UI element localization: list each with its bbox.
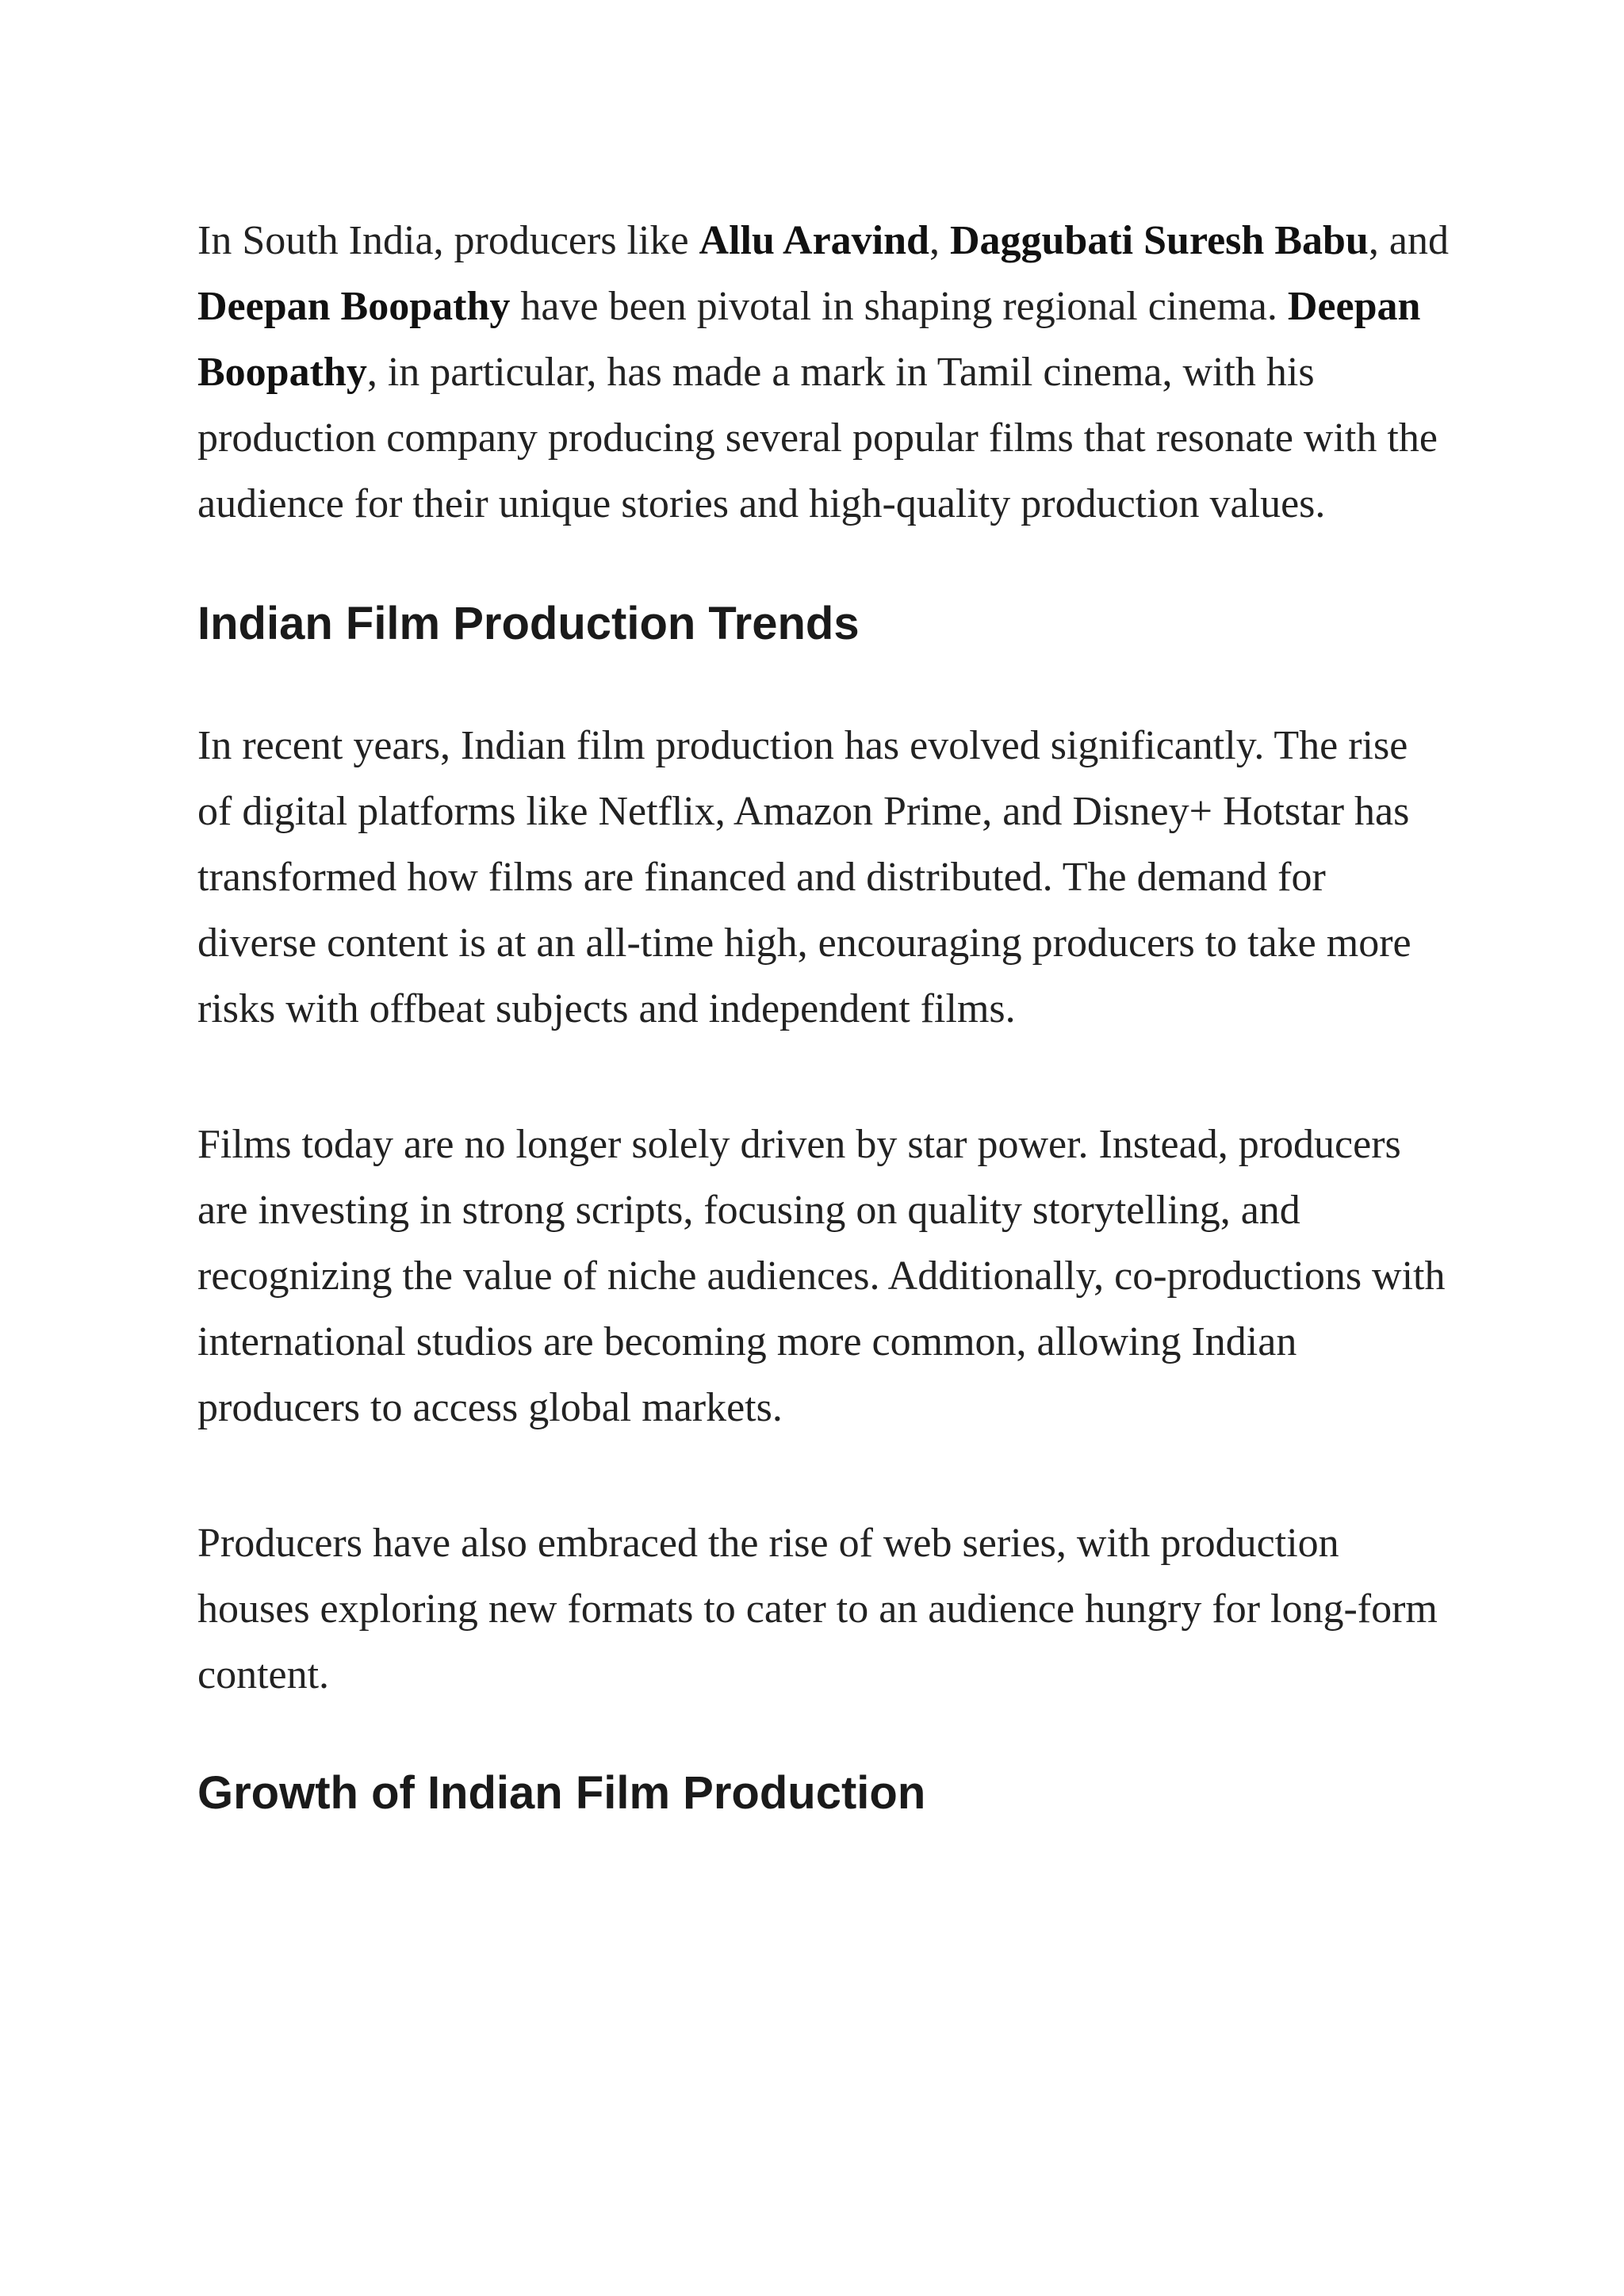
- text-run: , and: [1368, 218, 1449, 263]
- document-body: [197, 208, 1450, 1822]
- bold-name-allu-aravind: Allu Aravind: [699, 218, 929, 263]
- bold-name-deepan-boopathy: Deepan Boopathy: [197, 284, 511, 329]
- text-run: have been pivotal in shaping regional cinema.: [510, 284, 1288, 329]
- bold-name-deepan-boopathy: Deepan Boopathy: [197, 284, 1421, 395]
- text-run: In South India, producers like: [197, 218, 699, 263]
- bold-name-daggubati-suresh-babu: Daggubati Suresh Babu: [949, 218, 1369, 263]
- text-run: ,: [929, 218, 950, 263]
- paragraph-star-power: Films today are no longer solely driven by star power. Instead, producers are investing in strong scripts, focusing on quality storytelling, and recognizing the value of niche audiences. Additionally, co-productions with international studios are becoming more common, allowing Indian producers to access global markets.: [197, 1122, 1446, 1430]
- text-run: , in particular, has made a mark in Tamil cinema, with his production company producing several popular films that resonate with the audience for their unique stories and high-quality production values.: [197, 350, 1438, 526]
- section-heading-production-trends: Indian Film Production Trends: [197, 598, 860, 649]
- section-heading-growth: Growth of Indian Film Production: [197, 1767, 926, 1819]
- paragraph-digital-platforms: In recent years, Indian film production has evolved significantly. The rise of digital platforms like Netflix, Amazon Prime, and Disney+ Hotstar has transformed how films are financed and distributed. The demand for diverse content is at an all-time high, encouraging producers to take more risks with offbeat subjects and independent films.: [197, 723, 1411, 1031]
- paragraph-south-india-producers: [197, 208, 1450, 537]
- paragraph-web-series: Producers have also embraced the rise of web series, with production houses exploring new formats to cater to an audience hungry for long-form content.: [197, 1521, 1438, 1697]
